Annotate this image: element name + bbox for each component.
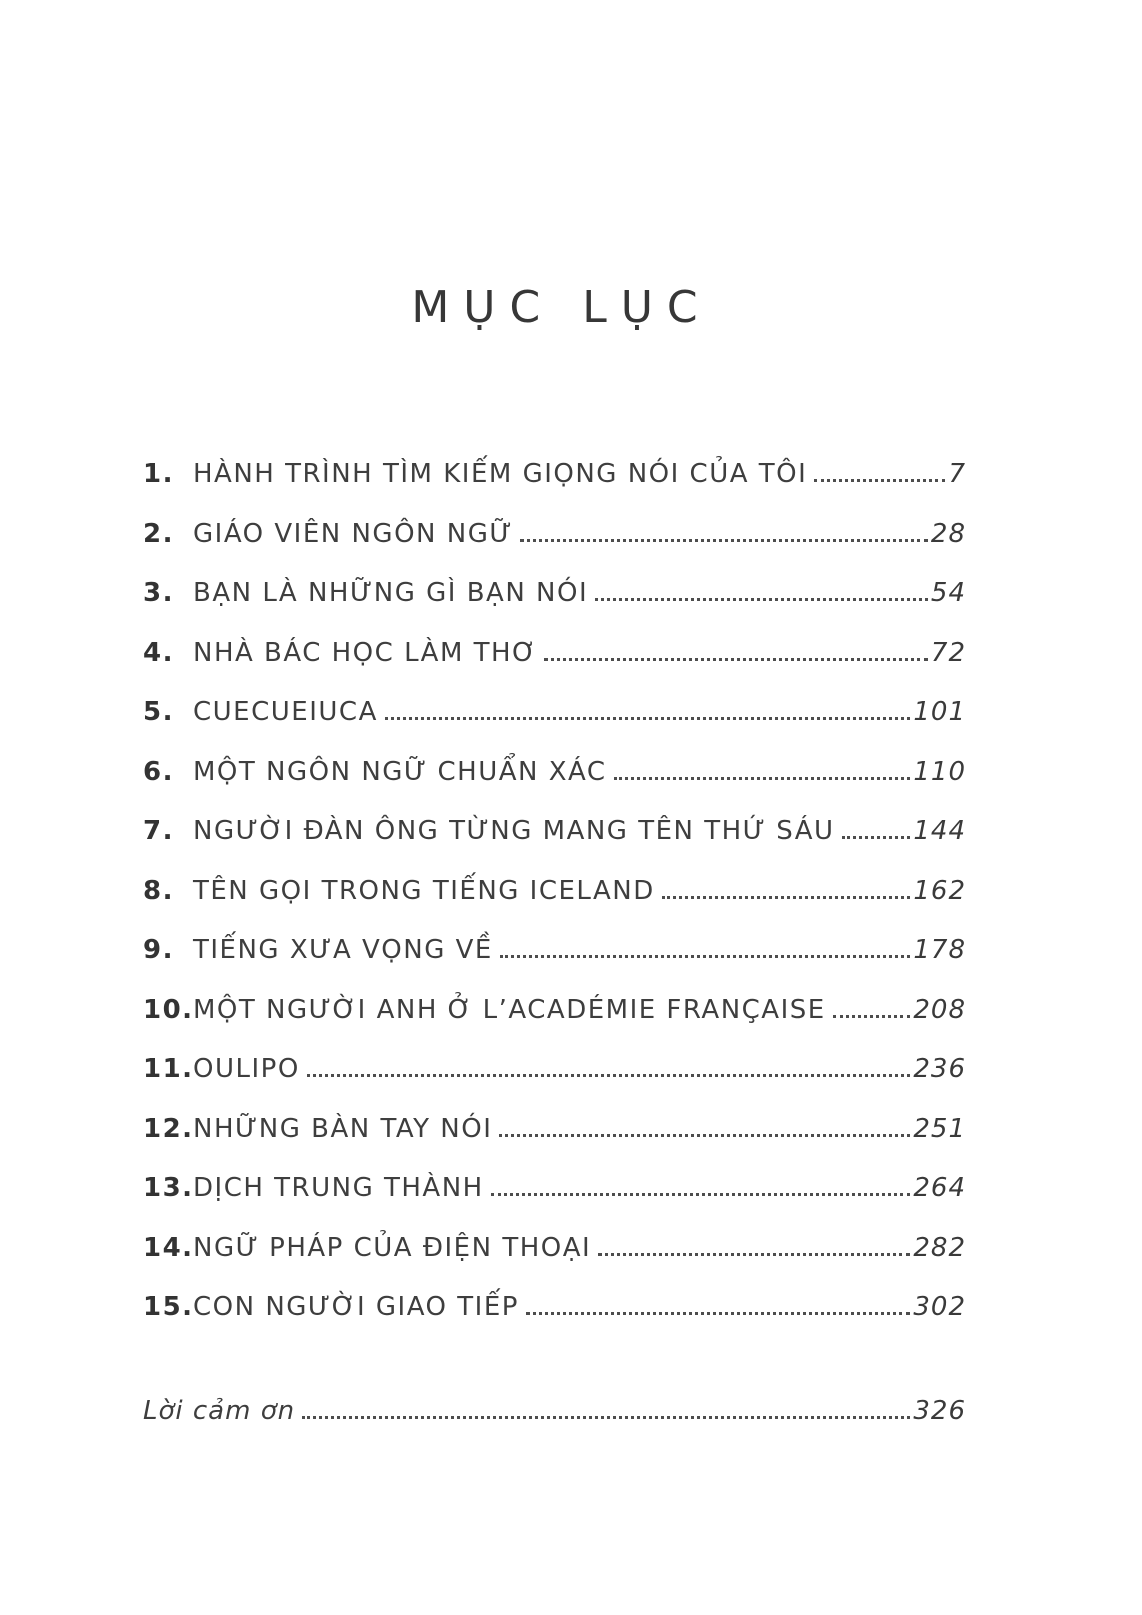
toc-entry-title: GIÁO VIÊN NGÔN NGỮ: [193, 518, 514, 549]
toc-entry: [143, 578, 966, 608]
toc-entry: [143, 816, 966, 846]
toc-entry-number: 3.: [143, 578, 174, 608]
dot-leader: [520, 539, 928, 542]
toc-entry-number: 6.: [143, 756, 174, 787]
toc-entry-title: HÀNH TRÌNH TÌM KIẾM GIỌNG NÓI CỦA TÔI: [193, 459, 808, 489]
dot-leader: [814, 479, 945, 482]
dot-leader: [598, 1253, 910, 1256]
toc-entry: [143, 1054, 966, 1084]
dot-leader: [385, 717, 910, 720]
toc-footer-page: 326: [913, 1396, 966, 1426]
toc-entry: [143, 638, 966, 668]
toc-entry-number: 5.: [143, 697, 174, 727]
toc-entry-title: OULIPO: [193, 1054, 300, 1084]
toc-entry-number: 15.: [143, 1292, 194, 1322]
toc-entry-number: 2.: [143, 518, 174, 549]
toc-entry-number: 13.: [143, 1173, 194, 1203]
dot-leader: [499, 1134, 910, 1137]
toc-entry-title: NGỮ PHÁP CỦA ĐIỆN THOẠI: [193, 1232, 592, 1263]
toc-entry: [143, 1114, 966, 1144]
toc-entry-page: 162: [913, 875, 966, 906]
toc-entry-number: 10.: [143, 994, 194, 1025]
toc-entry-page: 54: [930, 578, 966, 608]
dot-leader: [544, 658, 928, 661]
toc-entry-title: NHÀ BÁC HỌC LÀM THƠ: [193, 637, 538, 668]
toc-entry-title: MỘT NGÔN NGỮ CHUẨN XÁC: [193, 756, 607, 787]
dot-leader: [842, 836, 911, 839]
toc-footer-title: Lời cảm ơn: [143, 1396, 296, 1426]
toc-entry-title: MỘT NGƯỜI ANH Ở L’ACADÉMIE FRANÇAISE: [193, 994, 826, 1025]
toc-footer-entry: [143, 1396, 966, 1426]
toc-entry-number: 12.: [143, 1113, 194, 1144]
toc-entry-number: 14.: [143, 1232, 194, 1263]
dot-leader: [302, 1416, 910, 1419]
toc-entry-number: 9.: [143, 935, 174, 965]
toc-entry: [143, 935, 966, 965]
toc-entry-title: TIẾNG XƯA VỌNG VỀ: [193, 935, 493, 965]
toc-entry-number: 4.: [143, 637, 174, 668]
toc-entry-title: DỊCH TRUNG THÀNH: [193, 1173, 484, 1203]
toc-entry-page: 144: [913, 816, 966, 846]
toc-entry-page: 282: [913, 1232, 966, 1263]
toc-entry-page: 28: [930, 518, 966, 549]
toc-entry-page: 110: [913, 756, 966, 787]
toc-entry-page: 208: [913, 994, 966, 1025]
toc-entry-page: 72: [930, 637, 966, 668]
toc-entry-page: 251: [913, 1113, 966, 1144]
dot-leader: [833, 1015, 911, 1018]
toc-entry: [143, 697, 966, 727]
toc-entry-page: 101: [913, 697, 966, 727]
dot-leader: [662, 896, 911, 899]
toc-entry-number: 7.: [143, 816, 174, 846]
toc-entry: [143, 1173, 966, 1203]
toc-entry-number: 8.: [143, 875, 174, 906]
toc-entry-title: NGƯỜI ĐÀN ÔNG TỪNG MANG TÊN THỨ SÁU: [193, 816, 835, 846]
toc-entry: [143, 459, 966, 489]
page-title: MỤC LỤC: [411, 282, 712, 333]
toc-entry-page: 302: [913, 1292, 966, 1322]
toc-entry-page: 264: [913, 1173, 966, 1203]
toc-list: [143, 459, 966, 1322]
dot-leader: [500, 955, 911, 958]
dot-leader: [491, 1193, 911, 1196]
dot-leader: [595, 598, 928, 601]
dot-leader: [307, 1074, 911, 1077]
toc-entry: [143, 876, 966, 906]
toc-entry-number: 1.: [143, 459, 174, 489]
toc-entry-title: CUECUEIUCA: [193, 697, 378, 727]
toc-entry: [143, 1233, 966, 1263]
dot-leader: [526, 1312, 910, 1315]
toc-entry-page: 236: [913, 1054, 966, 1084]
toc-entry-page: 178: [913, 935, 966, 965]
toc-entry-page: 7: [948, 459, 966, 489]
toc-entry-title: TÊN GỌI TRONG TIẾNG ICELAND: [193, 875, 655, 906]
toc-entry: [143, 757, 966, 787]
toc-entry-title: CON NGƯỜI GIAO TIẾP: [193, 1292, 519, 1322]
dot-leader: [614, 777, 911, 780]
toc-entry-number: 11.: [143, 1054, 194, 1084]
toc-entry-title: NHỮNG BÀN TAY NÓI: [193, 1113, 493, 1144]
toc-entry: [143, 519, 966, 549]
toc-entry: [143, 995, 966, 1025]
toc-entry-title: BẠN LÀ NHỮNG GÌ BẠN NÓI: [193, 578, 589, 608]
toc-entry: [143, 1292, 966, 1322]
